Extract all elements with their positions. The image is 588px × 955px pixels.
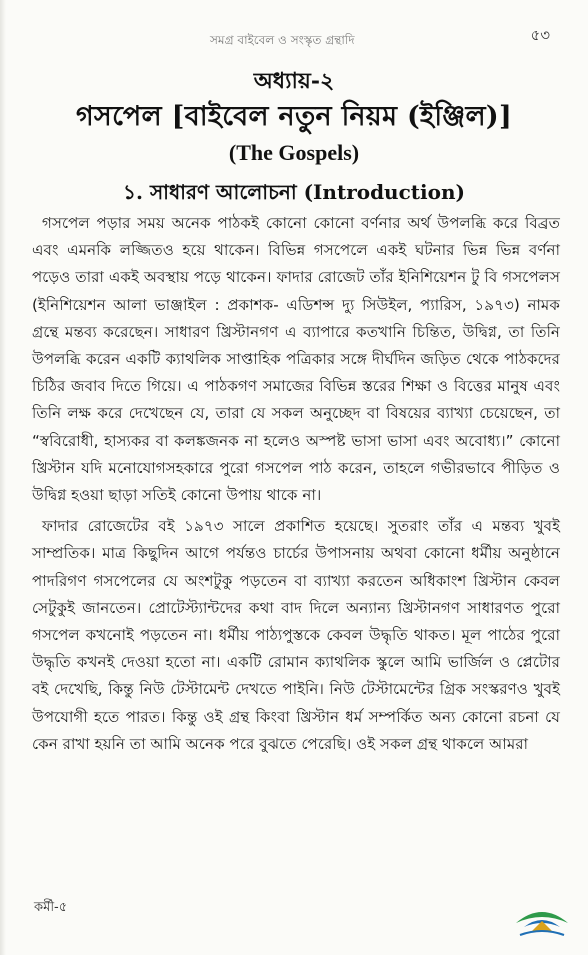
chapter-english-title: (The Gospels): [228, 140, 360, 165]
chapter-label: অধ্যায়-২: [253, 68, 335, 94]
body-text: [32, 210, 560, 762]
paragraph: গসপেল পড়ার সময় অনেক পাঠকই কোনো কোনো বর্ণনার অর্থ উপলব্ধি করে বিব্রত এবং এমনকি লজ্জিতও হয়ে থাকেন। বিভিন্ন গসপেলে একই ঘটনার ভিন্ন ভিন্ন বর্ণনা পড়েও তারা একই অবস্থায় পড়ে থাকেন। ফাদার রোজেট তাঁর ইনিশিয়েশন টু বি গসপেলস (ইনিশিয়েশন আলা ভাঞ্জাইল : প্রকাশক- এডিশন্স দ্যু সিউইল, প্যারিস, ১৯৭৩) নামক গ্রন্থে মন্তব্য করেছেন। সাধারণ খ্রিস্টানগণ এ ব্যাপারে কতখানি চিন্তিত, উদ্বিগ্ন, তা তিনি উপলব্ধি করেন একটি ক্যাথলিক সাপ্তাহিক পত্রিকার সঙ্গে দীর্ঘদিন জড়িত থেকে পাঠকদের চিঠির জবাব দিতে গিয়ে। এ পাঠকগণ সমাজের বিভিন্ন স্তরের শিক্ষা ও বিত্তের মানুষ এবং তিনি লক্ষ করে দেখেছেন যে, তারা যে সকল অনুচ্ছেদ বা বিষয়ের ব্যাখ্যা চেয়েছেন, তা “স্ববিরোধী, হাস্যকর বা কলঙ্কজনক না হলেও অস্পষ্ট ভাসা ভাসা এবং অবোধ্য।” কোনো খ্রিস্টান যদি মনোযোগসহকারে পুরো গসপেল পাঠ করেন, তাহলে গভীরভাবে পীড়িত ও উদ্বিগ্ন হওয়া ছাড়া সতিই কোনো উপায় থাকে না।: [32, 214, 560, 505]
chapter-title: গসপেল [বাইবেল নতুন নিয়ম (ইঞ্জিল)]: [75, 101, 513, 132]
running-head: সমগ্র বাইবেল ও সংস্কৃত গ্রন্থাদি: [210, 33, 355, 47]
paragraph: ফাদার রোজেটের বই ১৯৭৩ সালে প্রকাশিত হয়েছে। সুতরাং তাঁর এ মন্তব্য খুবই সাম্প্রতিক। মাত্র কিছুদিন আগে পর্যন্তও চার্চের উপাসনায় অথবা কোনো ধর্মীয় অনুষ্ঠানে পাদরিগণ গসপেলের যে অংশটুকু পড়তেন বা ব্যাখ্যা করতেন অধিকাংশ খ্রিস্টান কেবল সেটুকুই জানতেন। প্রোটেস্ট্যান্টদের কথা বাদ দিলে অন্যান্য খ্রিস্টানগণ সাধারণত পুরো গসপেল কখনোই পড়তেন না। ধর্মীয় পাঠ্যপুস্তকে কেবল উদ্ধৃতি থাকত। মূল পাঠের পুরো উদ্ধৃতি কখনই দেওয়া হতো না। একটি রোমান ক্যাথলিক স্কুলে আমি ভার্জিল ও প্লেটোর বই দেখেছি, কিন্তু নিউ টেস্টামেন্ট দেখতে পাইনি। নিউ টেস্টামেন্টের গ্রিক সংস্করণও খুবই উপযোগী হতে পারত। কিন্তু ওই গ্রন্থ কিংবা খ্রিস্টান ধর্ম সম্পর্কিত অন্য কোনো রচনা যে কেন রাখা হয়নি তা আমি অনেক পরে বুঝতে পেরেছি। ওই সকল গ্রন্থ থাকলে আমরা: [32, 517, 560, 753]
publisher-logo-icon: [510, 897, 574, 941]
page-number: ৫৩: [530, 26, 550, 44]
section-title: ১. সাধারণ আলোচনা (Introduction): [123, 180, 465, 204]
footer-signature: কর্মী-৫: [34, 900, 68, 915]
